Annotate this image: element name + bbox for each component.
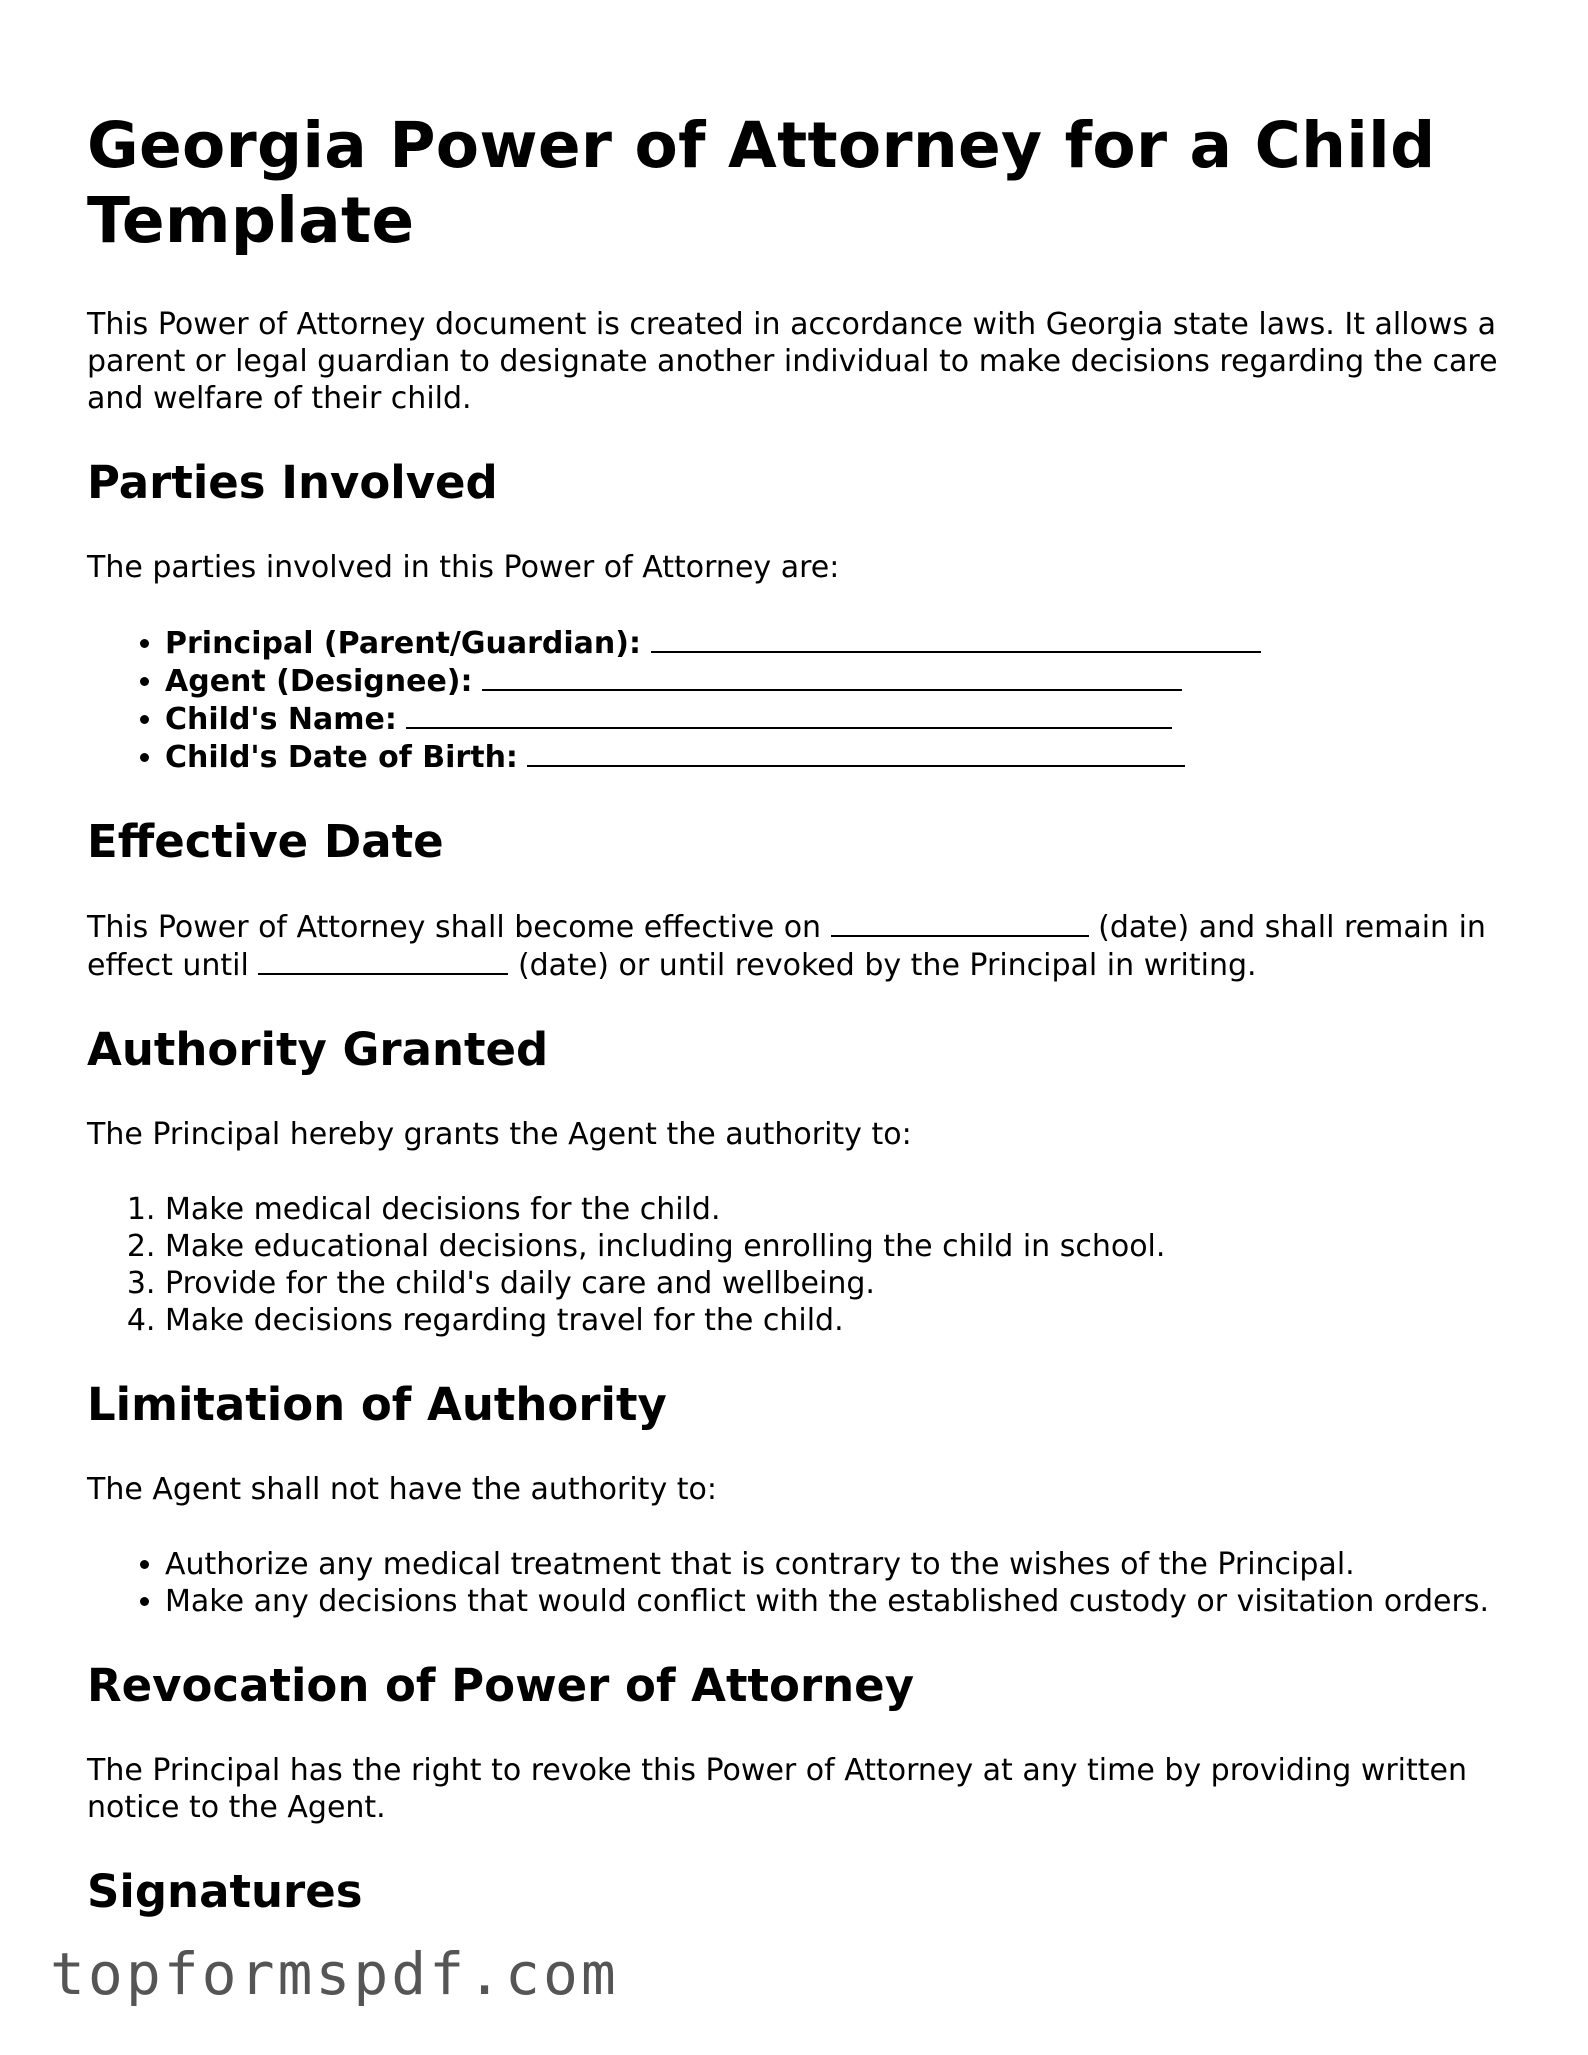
limitation-heading: Limitation of Authority xyxy=(87,1378,667,1431)
party-child-name-label: Child's Name: xyxy=(165,702,397,737)
authority-lead: The Principal hereby grants the Agent the authority to: xyxy=(87,1117,912,1152)
limitation-item: • Make any decisions that would conflict with the established custody or visitation orders. xyxy=(165,1583,1507,1620)
page-title: Georgia Power of Attorney for a Child Template xyxy=(87,109,1436,257)
limitation-list xyxy=(87,1546,1507,1620)
watermark-text: topformspdf.com xyxy=(50,1940,619,2008)
revocation-heading: Revocation of Power of Attorney xyxy=(87,1659,915,1712)
agent-name-field[interactable] xyxy=(482,662,1182,691)
effective-text-2: (date) and shall remain in effect until xyxy=(87,910,1486,983)
parties-heading: Parties Involved xyxy=(87,456,498,509)
parties-lead: The parties involved in this Power of Attorney are: xyxy=(87,550,840,585)
intro-paragraph: This Power of Attorney document is created in accordance with Georgia state laws. It allows a parent or legal guardian to designate another individual to make decisions regarding the care and welfare of their child. xyxy=(87,307,1498,416)
party-child-dob xyxy=(165,738,1507,776)
party-agent-label: Agent (Designee): xyxy=(165,664,473,699)
party-principal-label: Principal (Parent/Guardian): xyxy=(165,626,641,661)
authority-item: 4. Make decisions regarding travel for the child. xyxy=(165,1302,1507,1339)
party-agent xyxy=(165,662,1507,700)
effective-end-date-field[interactable] xyxy=(258,946,508,975)
authority-item: 3. Provide for the child's daily care and wellbeing. xyxy=(165,1265,1507,1302)
party-child-name xyxy=(165,700,1507,738)
child-dob-field[interactable] xyxy=(527,738,1185,767)
effective-paragraph xyxy=(87,908,1507,984)
authority-item: 1. Make medical decisions for the child. xyxy=(165,1191,1507,1228)
effective-start-date-field[interactable] xyxy=(831,908,1089,937)
authority-item: 2. Make educational decisions, including enrolling the child in school. xyxy=(165,1228,1507,1265)
effective-heading: Effective Date xyxy=(87,815,444,868)
parties-list xyxy=(87,624,1507,776)
effective-text-3: (date) or until revoked by the Principal in writing. xyxy=(517,948,1257,983)
principal-name-field[interactable] xyxy=(651,624,1261,653)
effective-text-1: This Power of Attorney shall become effective on xyxy=(87,910,822,945)
limitation-item: • Authorize any medical treatment that is contrary to the wishes of the Principal. xyxy=(165,1546,1507,1583)
signatures-heading: Signatures xyxy=(87,1865,363,1918)
limitation-lead: The Agent shall not have the authority to: xyxy=(87,1472,717,1507)
child-name-field[interactable] xyxy=(406,700,1172,729)
revocation-paragraph: The Principal has the right to revoke this Power of Attorney at any time by providing written notice to the Agent. xyxy=(87,1753,1468,1825)
document-page xyxy=(87,108,1507,1958)
authority-heading: Authority Granted xyxy=(87,1023,549,1076)
authority-list xyxy=(87,1191,1507,1339)
party-principal xyxy=(165,624,1507,662)
party-child-dob-label: Child's Date of Birth: xyxy=(165,740,518,775)
